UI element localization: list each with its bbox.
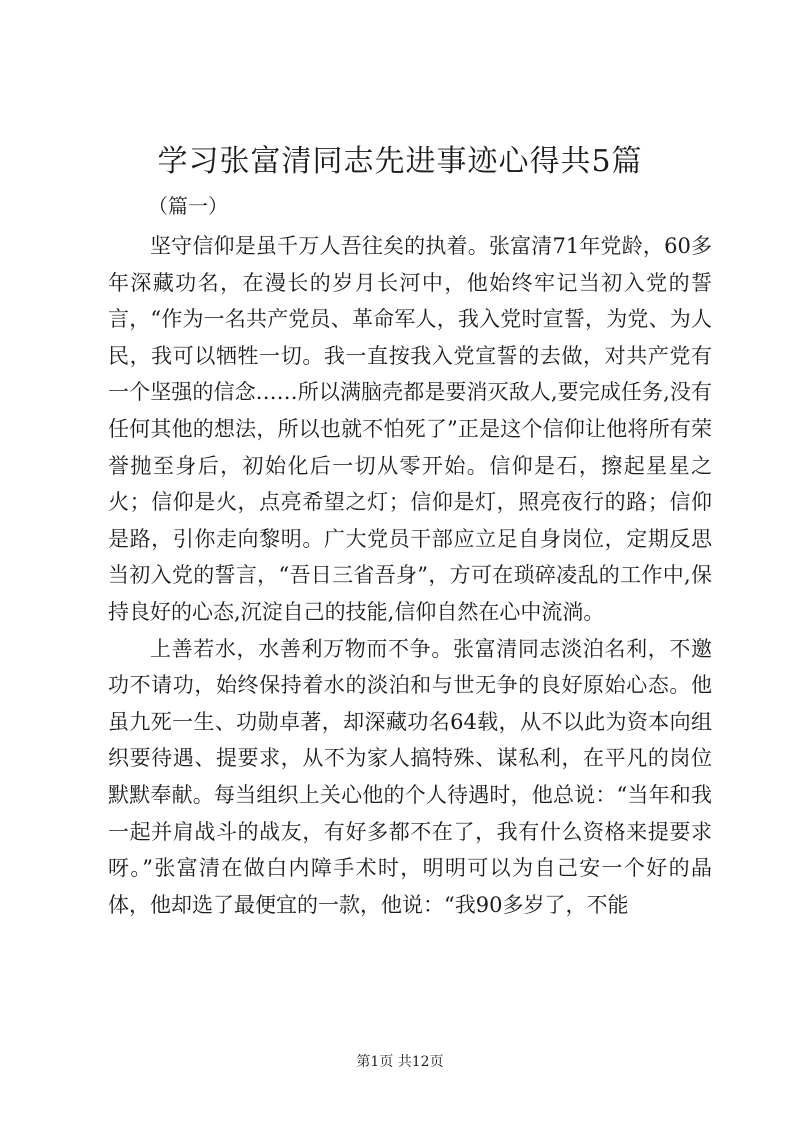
section-label: （篇一） bbox=[148, 194, 228, 218]
paragraph: 上善若水，水善利万物而不争。张富清同志淡泊名利，不邀功不请功，始终保持着水的淡泊和与世无争的良好原始心态。他虽九死一生、功勋卓著，却深藏功名64载，从不以此为资本向组织要待遇、提要求，从不为家人搞特殊、谋私利，在平凡的岗位默默奉献。每当组织上关心他的个人待遇时，他总说：“当年和我一起并肩战斗的战友，有好多都不在了，我有什么资格来提要求呀。”张富清在做白内障手术时，明明可以为自己安一个好的晶体，他却选了最便宜的一款，他说：“我90多岁了，不能 bbox=[108, 636, 712, 917]
paragraph: 坚守信仰是虽千万人吾往矣的执着。张富清71年党龄，60多年深藏功名，在漫长的岁月长河中，他始终牢记当初入党的誓言，“作为一名共产党员、革命军人，我入党时宣誓，为党、为人民，我可以牺牲一切。我一直按我入党宣誓的去做，对共产党有一个坚强的信念……所以满脑壳都是要消灭敌人,要完成任务,没有任何其他的想法，所以也就不怕死了”正是这个信仰让他将所有荣誉抛至身后，初始化后一切从零开始。信仰是石，擦起星星之火；信仰是火，点亮希望之灯；信仰是灯，照亮夜行的路；信仰是路，引你走向黎明。广大党员干部应立足自身岗位，定期反思当初入党的誓言，“吾日三省吾身”，方可在琐碎凌乱的工作中,保持良好的心态,沉淀自己的技能,信仰自然在心中流淌。 bbox=[108, 234, 712, 624]
document-title: 学习张富清同志先进事迹心得共5篇 bbox=[157, 144, 643, 179]
document-body bbox=[108, 228, 712, 923]
page-footer: 第1页 共12页 bbox=[356, 1054, 444, 1070]
